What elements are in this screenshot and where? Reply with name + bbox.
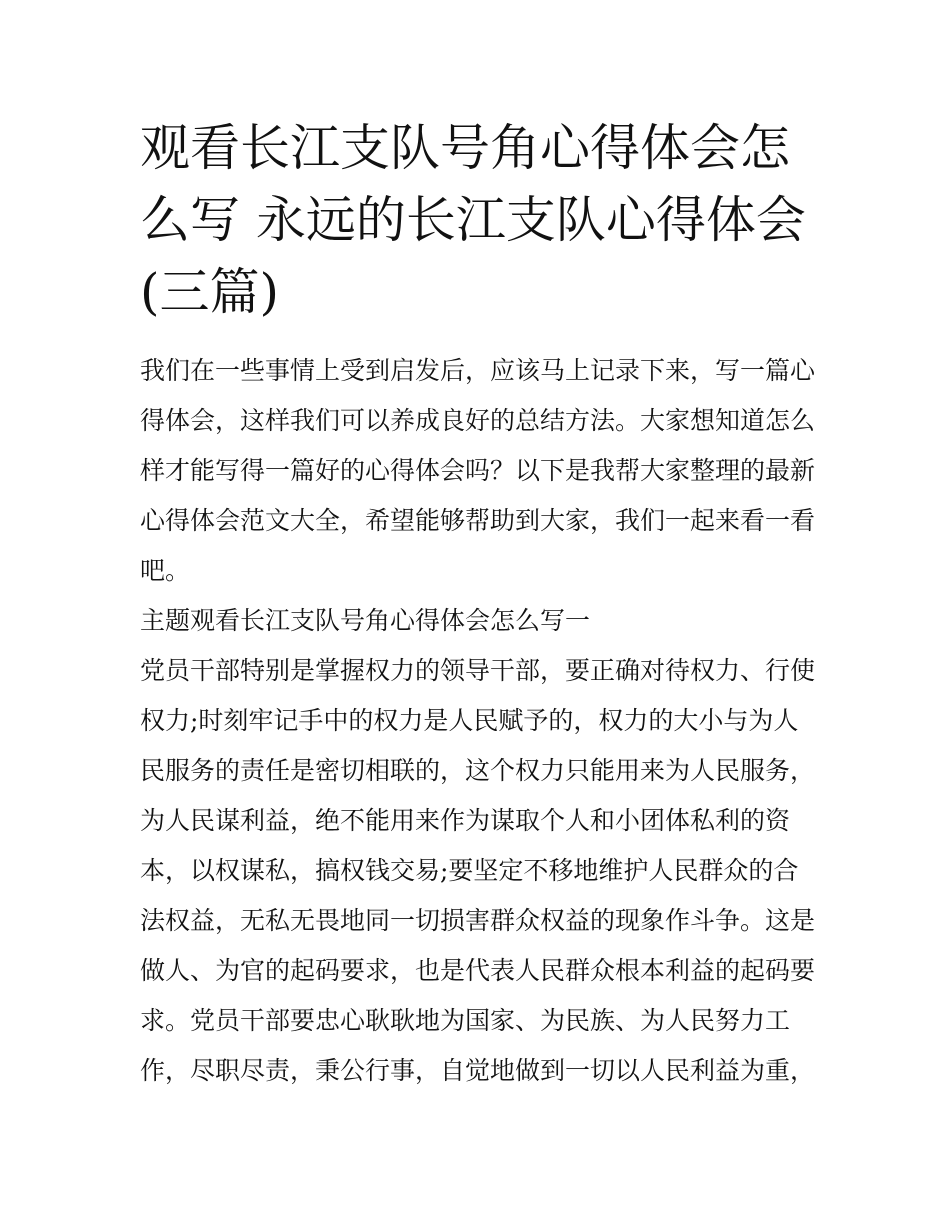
- section-line: 权力;时刻牢记手中的权力是人民赋予的，权力的大小与为人: [140, 706, 799, 735]
- section-line: 作，尽职尽责，秉公行事，自觉地做到一切以人民利益为重，: [140, 1056, 816, 1085]
- intro-line: 样才能写得一篇好的心得体会吗？以下是我帮大家整理的最新: [140, 456, 816, 485]
- section-line: 做人、为官的起码要求，也是代表人民群众根本利益的起码要: [140, 956, 816, 985]
- section-paragraph: [140, 646, 820, 1096]
- section-line: 求。党员干部要忠心耿耿地为国家、为民族、为人民努力工: [140, 1006, 791, 1035]
- document-body: [140, 346, 820, 1096]
- intro-line: 得体会，这样我们可以养成良好的总结方法。大家想知道怎么: [140, 406, 816, 435]
- section-line: 为人民谋利益，绝不能用来作为谋取个人和小团体私利的资: [140, 806, 791, 835]
- section-line: 法权益，无私无畏地同一切损害群众权益的现象作斗争。这是: [140, 906, 816, 935]
- title-line: 观看长江支队号角心得体会怎: [140, 119, 790, 177]
- section-heading: 主题观看长江支队号角心得体会怎么写一: [140, 606, 591, 635]
- intro-line: 吧。: [140, 556, 191, 585]
- intro-line: 我们在一些事情上受到启发后，应该马上记录下来，写一篇心: [140, 356, 816, 385]
- title-line: (三篇): [140, 263, 280, 321]
- section-line: 民服务的责任是密切相联的，这个权力只能用来为人民服务，: [140, 756, 816, 785]
- title-line: 么写 永远的长江支队心得体会: [140, 191, 806, 249]
- section-line: 党员干部特别是掌握权力的领导干部，要正确对待权力、行使: [140, 656, 816, 685]
- intro-line: 心得体会范文大全，希望能够帮助到大家，我们一起来看一看: [140, 506, 816, 535]
- document-content: [140, 112, 820, 1096]
- section-line: 本，以权谋私，搞权钱交易;要坚定不移地维护人民群众的合: [140, 856, 799, 885]
- document-title: [140, 112, 820, 328]
- intro-paragraph: [140, 346, 820, 596]
